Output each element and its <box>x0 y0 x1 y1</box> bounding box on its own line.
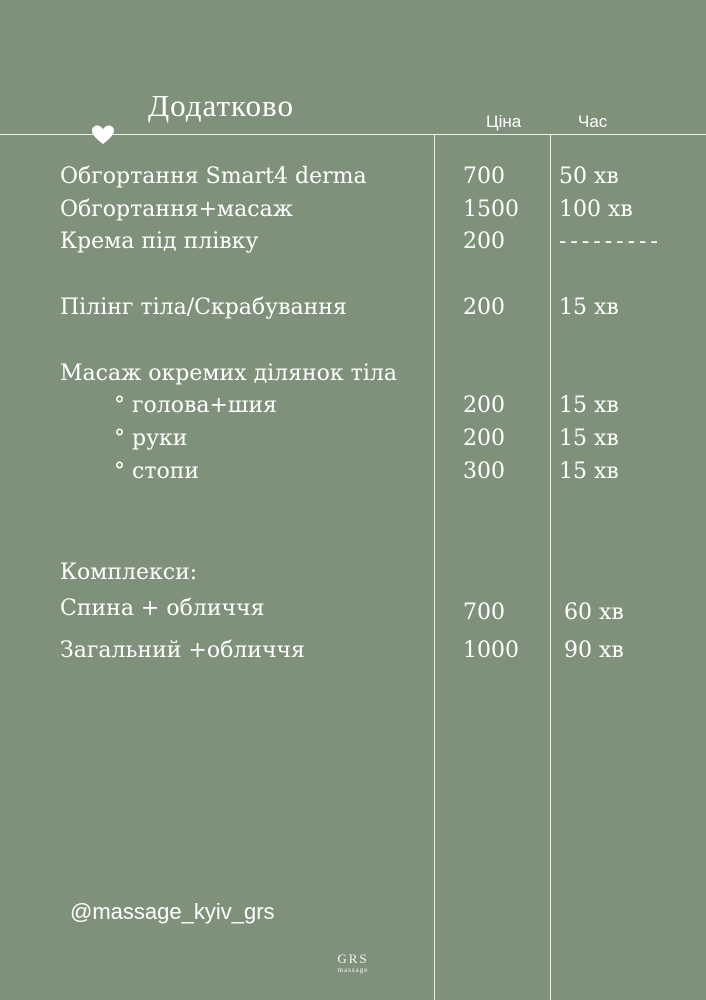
instagram-handle: @massage_kyiv_grs <box>70 899 275 924</box>
price-column-header: Ціна <box>486 112 522 131</box>
item-name: Спина + обличчя <box>60 596 265 621</box>
list-item <box>0 361 706 391</box>
item-time: 50 хв <box>559 164 619 189</box>
item-price: 200 <box>463 426 505 451</box>
page-title: Додатково <box>148 88 294 123</box>
item-time: 60 хв <box>564 600 624 625</box>
item-time: 15 хв <box>559 426 619 451</box>
list-item <box>0 426 706 456</box>
item-name: ° руки <box>114 426 188 451</box>
item-name: ° голова+шия <box>114 393 277 418</box>
item-time: 15 хв <box>559 393 619 418</box>
item-price: 1500 <box>463 197 519 222</box>
list-item <box>0 164 706 194</box>
list-item <box>0 459 706 489</box>
item-name: ° стопи <box>114 459 200 484</box>
item-name: Крема під плівку <box>60 229 259 254</box>
item-name: Комплекси: <box>60 560 198 585</box>
item-price: 300 <box>463 459 505 484</box>
time-column-header: Час <box>578 112 608 131</box>
item-price: 1000 <box>463 638 519 663</box>
item-time: 15 хв <box>559 295 619 320</box>
item-price: 200 <box>463 393 505 418</box>
item-price: 700 <box>463 164 505 189</box>
logo-sub-text: massage <box>337 966 369 974</box>
item-price: 700 <box>463 600 505 625</box>
list-item <box>0 295 706 325</box>
brand-logo <box>326 952 380 974</box>
list-item <box>0 560 706 590</box>
item-time: 15 хв <box>559 459 619 484</box>
item-name: Обгортання Smart4 derma <box>60 164 367 189</box>
item-time: --------- <box>559 229 662 254</box>
list-item <box>0 229 706 259</box>
item-name: Масаж окремих ділянок тіла <box>60 361 397 386</box>
list-item <box>0 596 706 626</box>
heart-icon <box>91 124 115 146</box>
item-name: Пілінг тіла/Скрабування <box>60 295 347 320</box>
list-item <box>0 638 706 668</box>
item-price: 200 <box>463 229 505 254</box>
item-time: 100 хв <box>559 197 633 222</box>
logo-main-text: GRS <box>337 951 369 966</box>
list-item <box>0 393 706 423</box>
item-price: 200 <box>463 295 505 320</box>
item-name: Загальний +обличчя <box>60 638 305 663</box>
item-name: Обгортання+масаж <box>60 197 293 222</box>
list-item <box>0 197 706 227</box>
item-time: 90 хв <box>564 638 624 663</box>
